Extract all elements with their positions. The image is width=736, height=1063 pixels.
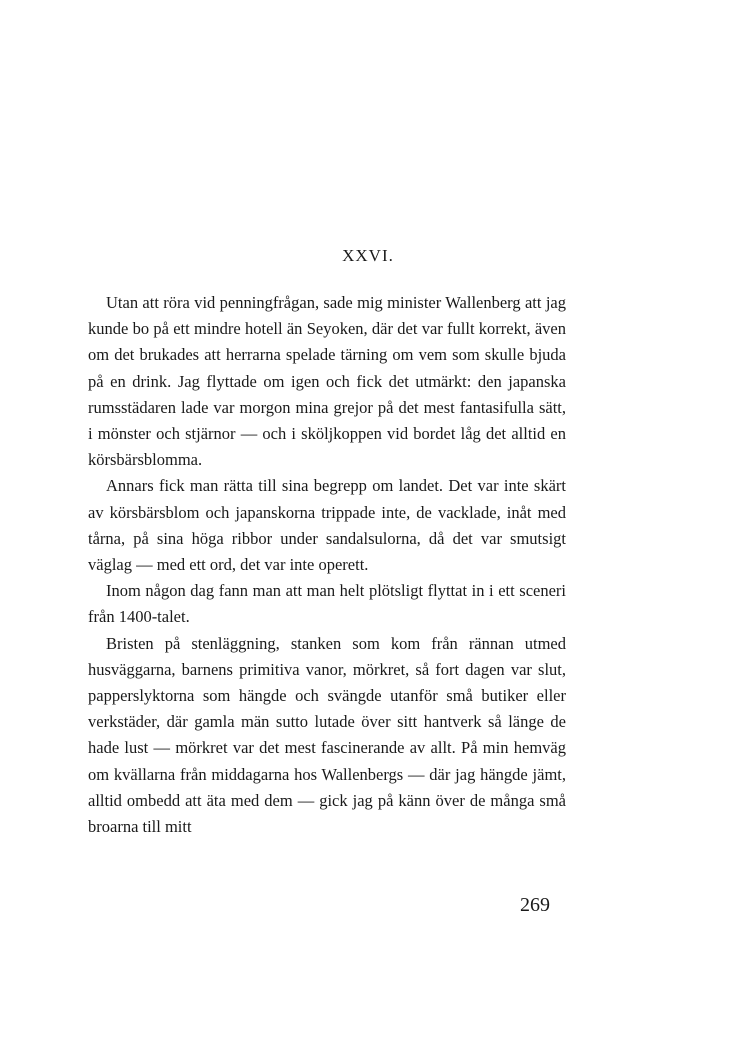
paragraph-2: Annars fick man rätta till sina begrepp om landet. Det var inte skärt av körsbärsblom och japanskorna trippade inte, de vacklade, inåt med tårna, på sina höga ribbor under sandalsulorna, då det var smutsigt väglag — med ett ord, det var inte operett. (88, 476, 566, 575)
paragraph-1: Utan att röra vid penningfrågan, sade mig minister Wallenberg att jag kunde bo på ett mindre hotell än Seyoken, där det var fullt korrekt, även om det brukades att herrarna spelade tärning om vem som skulle bjuda på en drink. Jag flyttade om igen och fick det utmärkt: den japanska rumsstädaren lade var morgon mina grejor på det mest fantasifulla sätt, i mönster och stjärnor — och i sköljkoppen vid bordet låg det alltid en körsbärsblomma. (88, 293, 566, 470)
chapter-heading: XXVI. (342, 246, 394, 265)
page-number: 269 (520, 894, 550, 916)
body-text (88, 290, 566, 840)
paragraph-4: Bristen på stenläggning, stanken som kom från rännan utmed husväggarna, barnens primitiva vanor, mörkret, så fort dagen var slut, papperslyktorna som hängde och svängde utanför små butiker eller verkstäder, där gamla män sutto lutade över sitt hantverk så länge de hade lust — mörkret var det mest fascinerande av allt. På min hemväg om kvällarna från middagarna hos Wallenbergs — där jag hängde jämt, alltid ombedd att äta med dem — gick jag på känn över de många små broarna till mitt (88, 633, 566, 837)
paragraph-3: Inom någon dag fann man att man helt plötsligt flyttat in i ett sceneri från 1400-talet. (88, 581, 566, 627)
